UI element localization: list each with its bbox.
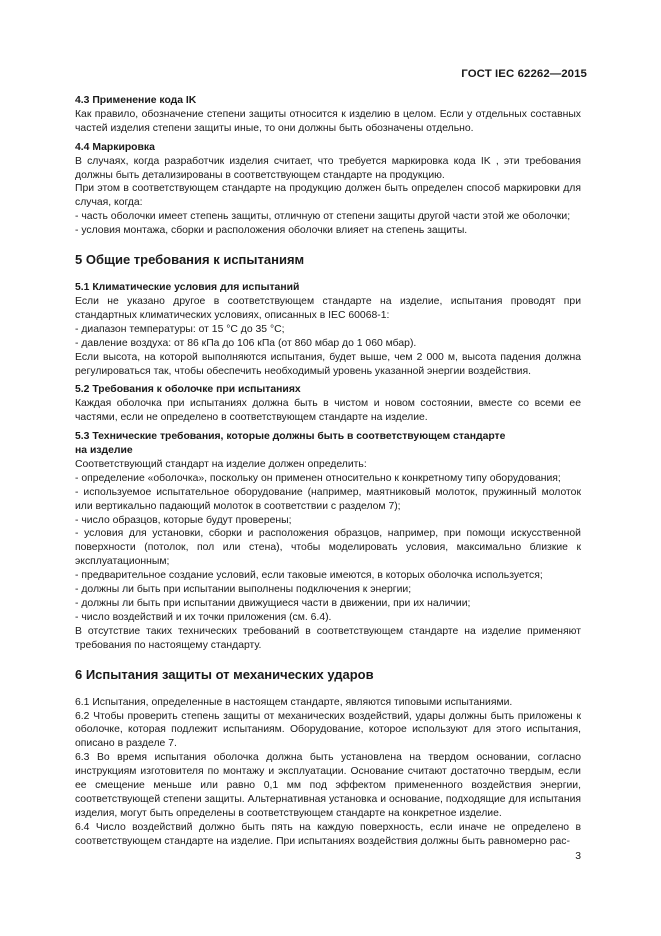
subsection-heading-4-4: 4.4 Маркировка: [75, 141, 155, 153]
paragraph: 6.3 Во время испытания оболочка должна быть установлена на твердом основании, согласно инструкциям изготовителя по монтажу и эксплуатации. Основание считают достаточно твердым, если ее смещение меньше или равно 0,1 мм под эффектом примененного воздействия энергии, соответствующей степени защиты. Альтернативная установка и основание, подходящие для испытания изделия, могут быть определены в соответствующем стандарте на конкретное изделие.: [75, 752, 581, 819]
paragraph: 6.2 Чтобы проверить степень защиты от механических воздействий, удары должны быть приложены к оболочке, которая подлежит испытаниям. Оборудование, которое используют для этого испытания, описано в разделе 7.: [75, 710, 581, 750]
paragraph: В случаях, когда разработчик изделия считает, что требуется маркировка кода IK , эти требования должны быть детализированы в соответствующем стандарте на продукцию.: [75, 155, 581, 181]
paragraph: Как правило, обозначение степени защиты относится к изделию в целом. Если у отдельных составных частей изделия степени защиты иные, то они должны быть обозначены отдельно.: [75, 108, 581, 134]
list-item: - условия для установки, сборки и расположения образцов, например, при помощи искусственной поверхности (потолок, пол или стена), чтобы моделировать условия, максимально близкие к эксплуатационным;: [75, 528, 581, 568]
paragraph: В отсутствие таких технических требований в соответствующем стандарте на изделие применяют требования по настоящему стандарту.: [75, 625, 581, 651]
list-item: - число образцов, которые будут проверены;: [75, 514, 292, 526]
list-item: - используемое испытательное оборудование (например, маятниковый молоток, пружинный молоток или вертикально падающий молоток в соответствии с разделом 7);: [75, 486, 581, 512]
paragraph: 6.4 Число воздействий должно быть пять на каждую поверхность, если иначе не определено в соответствующем стандарте на изделие. При испытаниях воздействия должны быть равномерно рас-: [75, 821, 581, 847]
list-item: - условия монтажа, сборки и расположения оболочки влияет на степень защиты.: [75, 225, 468, 237]
list-item: - диапазон температуры: от 15 °C до 35 °C;: [75, 323, 285, 335]
page-number: 3: [575, 851, 581, 863]
paragraph: При этом в соответствующем стандарте на продукцию должен быть определен способ маркировки для случая, когда:: [75, 183, 581, 209]
paragraph: Соответствующий стандарт на изделие должен определить:: [75, 458, 367, 470]
list-item: - предварительное создание условий, если таковые имеются, в которых оболочка используется;: [75, 570, 543, 582]
list-item: - давление воздуха: от 86 кПа до 106 кПа (от 860 мбар до 1 060 мбар).: [75, 337, 417, 349]
subsection-heading-5-3-line1: 5.3 Технические требования, которые должны быть в соответствующем стандарте: [75, 431, 506, 443]
paragraph: Если не указано другое в соответствующем стандарте на изделие, испытания проводят при стандартных климатических условиях, описанных в IEC 60068-1:: [75, 295, 581, 321]
subsection-heading-5-1: 5.1 Климатические условия для испытаний: [75, 282, 300, 294]
paragraph: Каждая оболочка при испытаниях должна быть в чистом и новом состоянии, вместе со всеми ее частями, если не определено в соответствующем стандарте на изделие.: [75, 398, 581, 424]
document-id-header: ГОСТ IEC 62262—2015: [461, 68, 587, 80]
list-item: - часть оболочки имеет степень защиты, отличную от степени защиты другой части этой же оболочки;: [75, 211, 571, 223]
paragraph: 6.1 Испытания, определенные в настоящем стандарте, являются типовыми испытаниями.: [75, 696, 513, 708]
list-item: - число воздействий и их точки приложения (см. 6.4).: [75, 611, 332, 623]
section-heading-5: 5 Общие требования к испытаниям: [75, 252, 305, 268]
list-item: - должны ли быть при испытании движущиеся части в движении, при их наличии;: [75, 598, 471, 609]
subsection-heading-4-3: 4.3 Применение кода IK: [75, 95, 197, 106]
subsection-heading-5-3-line2: на изделие: [75, 445, 133, 457]
list-item: - определение «оболочка», поскольку он применен относительно к конкретному типу оборудования;: [75, 472, 561, 484]
list-item: - должны ли быть при испытании выполнены подключения к энергии;: [75, 584, 412, 596]
paragraph: Если высота, на которой выполняются испытания, будет выше, чем 2 000 м, высота падения должна регулироваться так, чтобы обеспечить необходимый уровень указанной энергии воздействия.: [75, 351, 581, 377]
subsection-heading-5-3: [75, 430, 581, 458]
section-heading-6: 6 Испытания защиты от механических ударов: [75, 666, 374, 682]
page-content: [75, 94, 581, 849]
subsection-heading-5-2: 5.2 Требования к оболочке при испытаниях: [75, 384, 301, 396]
